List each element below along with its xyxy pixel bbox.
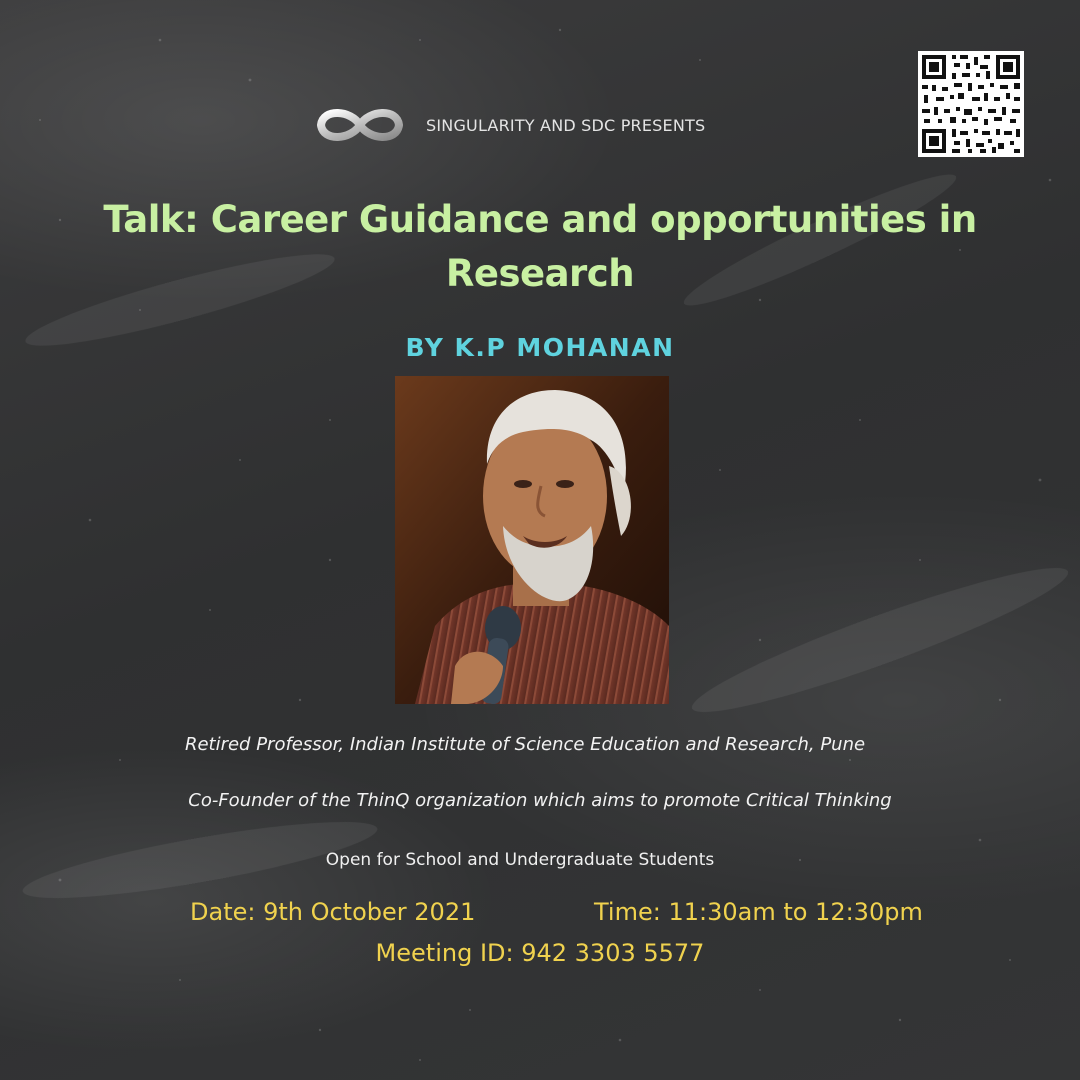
meeting-id: Meeting ID: 942 3303 5577	[375, 939, 705, 967]
speaker-byline: BY K.P MOHANAN	[405, 333, 675, 362]
infinity-logo-icon	[311, 102, 409, 148]
event-date: Date: 9th October 2021	[190, 898, 476, 926]
talk-title-line-2: Research	[445, 252, 635, 295]
event-time: Time: 11:30am to 12:30pm	[594, 898, 923, 926]
speaker-role-professor: Retired Professor, Indian Institute of Science Education and Research, Pune	[184, 734, 866, 755]
audience-note: Open for School and Undergraduate Students	[325, 850, 715, 870]
qr-code-icon	[918, 51, 1024, 157]
talk-title-line-1: Talk: Career Guidance and opportunities in	[103, 198, 977, 241]
speaker-role-cofounder: Co-Founder of the ThinQ organization which aims to promote Critical Thinking	[188, 790, 892, 811]
speaker-photo	[395, 376, 669, 704]
talk-title	[40, 193, 1040, 301]
presenter-label: SINGULARITY AND SDC PRESENTS	[426, 116, 706, 135]
